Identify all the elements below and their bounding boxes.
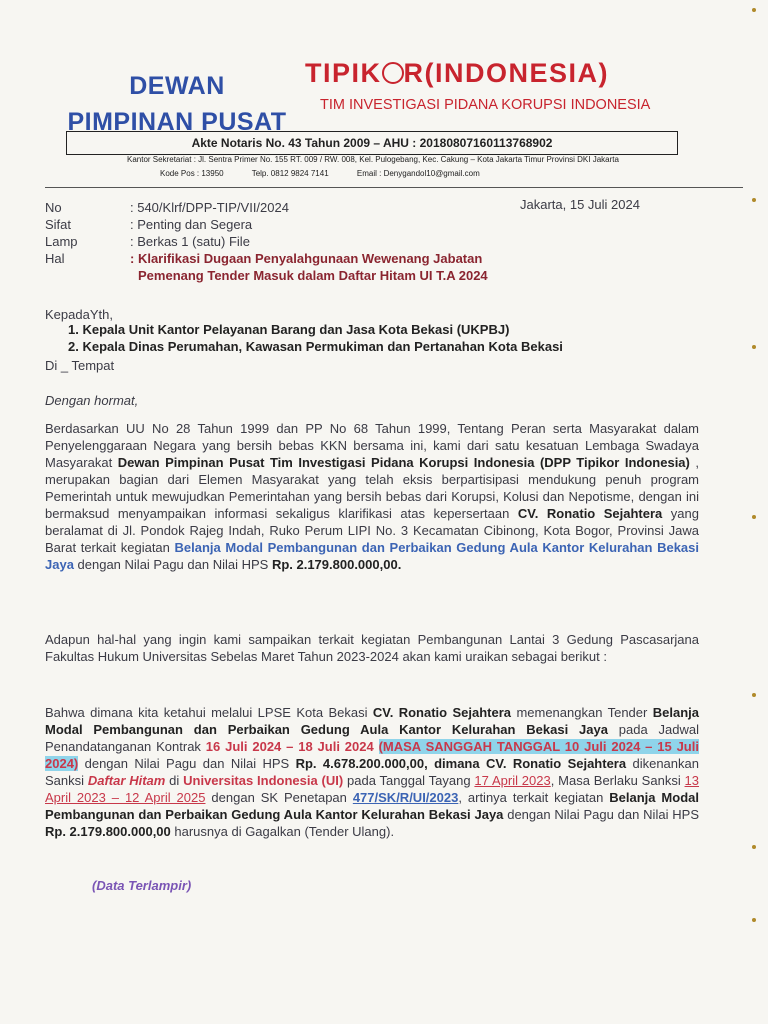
p3-text-3: pada Jadwal Penandatanganan Kontrak (45, 722, 699, 754)
greeting: Dengan hormat, (45, 393, 139, 408)
letter-meta (0, 197, 768, 283)
p3-text-12: harusnya di Gagalkan (Tender Ulang). (170, 824, 395, 839)
p3-publish-date: 17 April 2023 (474, 773, 551, 788)
p3-text-9: dengan SK Penetapan (205, 790, 353, 805)
p3-amount: Rp. 4.678.200.000,00, dimana CV. Ronatio Sejahtera (295, 756, 627, 771)
p1-text-1: Berdasarkan UU No 28 Tahun 1999 dan PP No 68 Tahun 1999, Tentang Peran serta Masyarakat dalam Penyelenggaraan Negara yang bersih bebas KKN bersama ini, kami dari satu kesatuan Lembaga Swadaya Masyarakat (45, 421, 699, 470)
office-address: Kantor Sekretariat : Jl. Sentra Primer No. 155 RT. 009 / RW. 008, Kel. Pulogebang, Kec. Cakung – Kota Jakarta Timur Provinsi DKI Jakarta (127, 155, 619, 164)
p3-text-4: dengan Nilai Pagu dan Nilai HPS (78, 756, 296, 771)
p3-text-5: dikenankan Sanksi (45, 756, 699, 788)
p3-company: CV. Ronatio Sejahtera (372, 705, 512, 720)
p3-text-6: di (165, 773, 184, 788)
org-name-left (62, 68, 292, 140)
p3-text-7: pada Tanggal Tayang (343, 773, 475, 788)
org-name-right (305, 58, 609, 89)
p1-company: CV. Ronatio Sejahtera (517, 506, 663, 521)
no-value: : 540/Klrf/DPP-TIP/VII/2024 (130, 200, 289, 215)
p3-objection-period: (MASA SANGGAH TANGGAL 10 Juli 2024 – 15 Juli 2024) (45, 739, 699, 771)
p3-text-2: memenangkan Tender (511, 705, 653, 720)
contact-line (160, 169, 506, 178)
p3-decree-number: 477/SK/R/UI/2023 (352, 790, 459, 805)
org-subtitle: TIM INVESTIGASI PIDANA KORUPSI INDONESIA (320, 97, 651, 113)
lamp-label: Lamp (45, 234, 78, 249)
paragraph-3 (45, 704, 699, 840)
sifat-label: Sifat (45, 217, 72, 232)
org-title-part1: TIPIK (305, 58, 382, 88)
org-title-part2: R(INDONESIA) (403, 58, 610, 88)
margin-dot (752, 693, 756, 697)
postal-code: Kode Pos : 13950 (160, 169, 224, 178)
sifat-value: : Penting dan Segera (130, 217, 253, 232)
margin-dot (752, 8, 756, 12)
p1-text-4: dengan Nilai Pagu dan Nilai HPS (73, 557, 272, 572)
p1-org-name: Dewan Pimpinan Pusat Tim Investigasi Pidana Korupsi Indonesia (DPP Tipikor Indonesia) (117, 455, 690, 470)
margin-dot (752, 198, 756, 202)
p3-text-11: dengan Nilai Pagu dan Nilai HPS (503, 807, 699, 822)
p3-university: Universitas Indonesia (UI) (183, 773, 344, 788)
recipient-intro: KepadaYth, (45, 307, 113, 322)
phone: Telp. 0812 9824 7141 (251, 169, 329, 178)
p1-amount: Rp. 2.179.800.000,00. (271, 557, 402, 572)
p3-text-10: , artinya terkait kegiatan (458, 790, 610, 805)
p1-text-2: , merupakan bagian dari Elemen Masyarakat yang telah eksis berpartisipasi mendukung penuh program Pemerintah untuk mewujudkan Pemerintahan yang bersih bebas dari Korupsi, Kolusi dan Nepotisme, dengan ini bermaksud menyampaikan informasi sekaligus klarifikasi atas kepersertaan (45, 455, 699, 521)
bicycle-logo-icon (382, 62, 404, 84)
p3-activity-2: Belanja Modal Pembangunan dan Perbaikan Gedung Aula Kantor Kelurahan Bekasi Jaya (45, 790, 699, 822)
letter-date: Jakarta, 15 Juli 2024 (520, 197, 640, 212)
p3-activity: Belanja Modal Pembangunan dan Perbaikan Gedung Aula Kantor Kelurahan Bekasi Jaya (45, 705, 699, 737)
margin-dot (752, 918, 756, 922)
header-divider (45, 187, 743, 188)
attachment-note: (Data Terlampir) (92, 878, 192, 893)
paragraph-1 (45, 420, 699, 573)
p3-sanction-period: 13 April 2023 – 12 April 2025 (45, 773, 699, 805)
margin-dot (752, 515, 756, 519)
recipient-item-2: 2. Kepala Dinas Perumahan, Kawasan Permukiman dan Pertanahan Kota Bekasi (68, 339, 563, 354)
p3-blacklist: Daftar Hitam (87, 773, 166, 788)
recipient-item-1: 1. Kepala Unit Kantor Pelayanan Barang dan Jasa Kota Bekasi (UKPBJ) (68, 322, 510, 337)
recipient-place: Di _ Tempat (45, 358, 115, 373)
notary-info: Akte Notaris No. 43 Tahun 2009 – AHU : 20180807160113768902 (66, 131, 678, 155)
hal-value-line2: Pemenang Tender Masuk dalam Daftar Hitam UI T.A 2024 (138, 268, 488, 283)
p3-text-8: , Masa Berlaku Sanksi (550, 773, 685, 788)
p1-activity: Belanja Modal Pembangunan dan Perbaikan Gedung Aula Kantor Kelurahan Bekasi Jaya (45, 540, 700, 572)
p3-text-1: Bahwa dimana kita ketahui melalui LPSE Kota Bekasi (45, 705, 373, 720)
hal-label: Hal (45, 251, 65, 266)
paragraph-2: Adapun hal-hal yang ingin kami sampaikan terkait kegiatan Pembangunan Lantai 3 Gedung Pascasarjana Fakultas Hukum Universitas Sebelas Maret Tahun 2023-2024 akan kami uraikan sebagai berikut : (45, 632, 699, 664)
lamp-value: : Berkas 1 (satu) File (130, 234, 250, 249)
org-line2: PIMPINAN PUSAT (67, 108, 287, 136)
p3-contract-dates: 16 Juli 2024 – 18 Juli 2024 (205, 739, 374, 754)
org-line1: DEWAN (129, 72, 225, 100)
p1-text-3: yang beralamat di Jl. Pondok Rajeg Indah, Ruko Perum LIPI No. 3 Kecamatan Cibinong, Kota Bogor, Provinsi Jawa Barat terkait kegiatan (45, 506, 699, 555)
margin-dot (752, 845, 756, 849)
no-label: No (45, 200, 62, 215)
p3-amount-2: Rp. 2.179.800.000,00 (45, 824, 171, 839)
margin-dot (752, 345, 756, 349)
hal-value-line1: : Klarifikasi Dugaan Penyalahgunaan Wewenang Jabatan (130, 251, 483, 266)
email: Email : Denygandol10@gmail.com (356, 169, 480, 178)
